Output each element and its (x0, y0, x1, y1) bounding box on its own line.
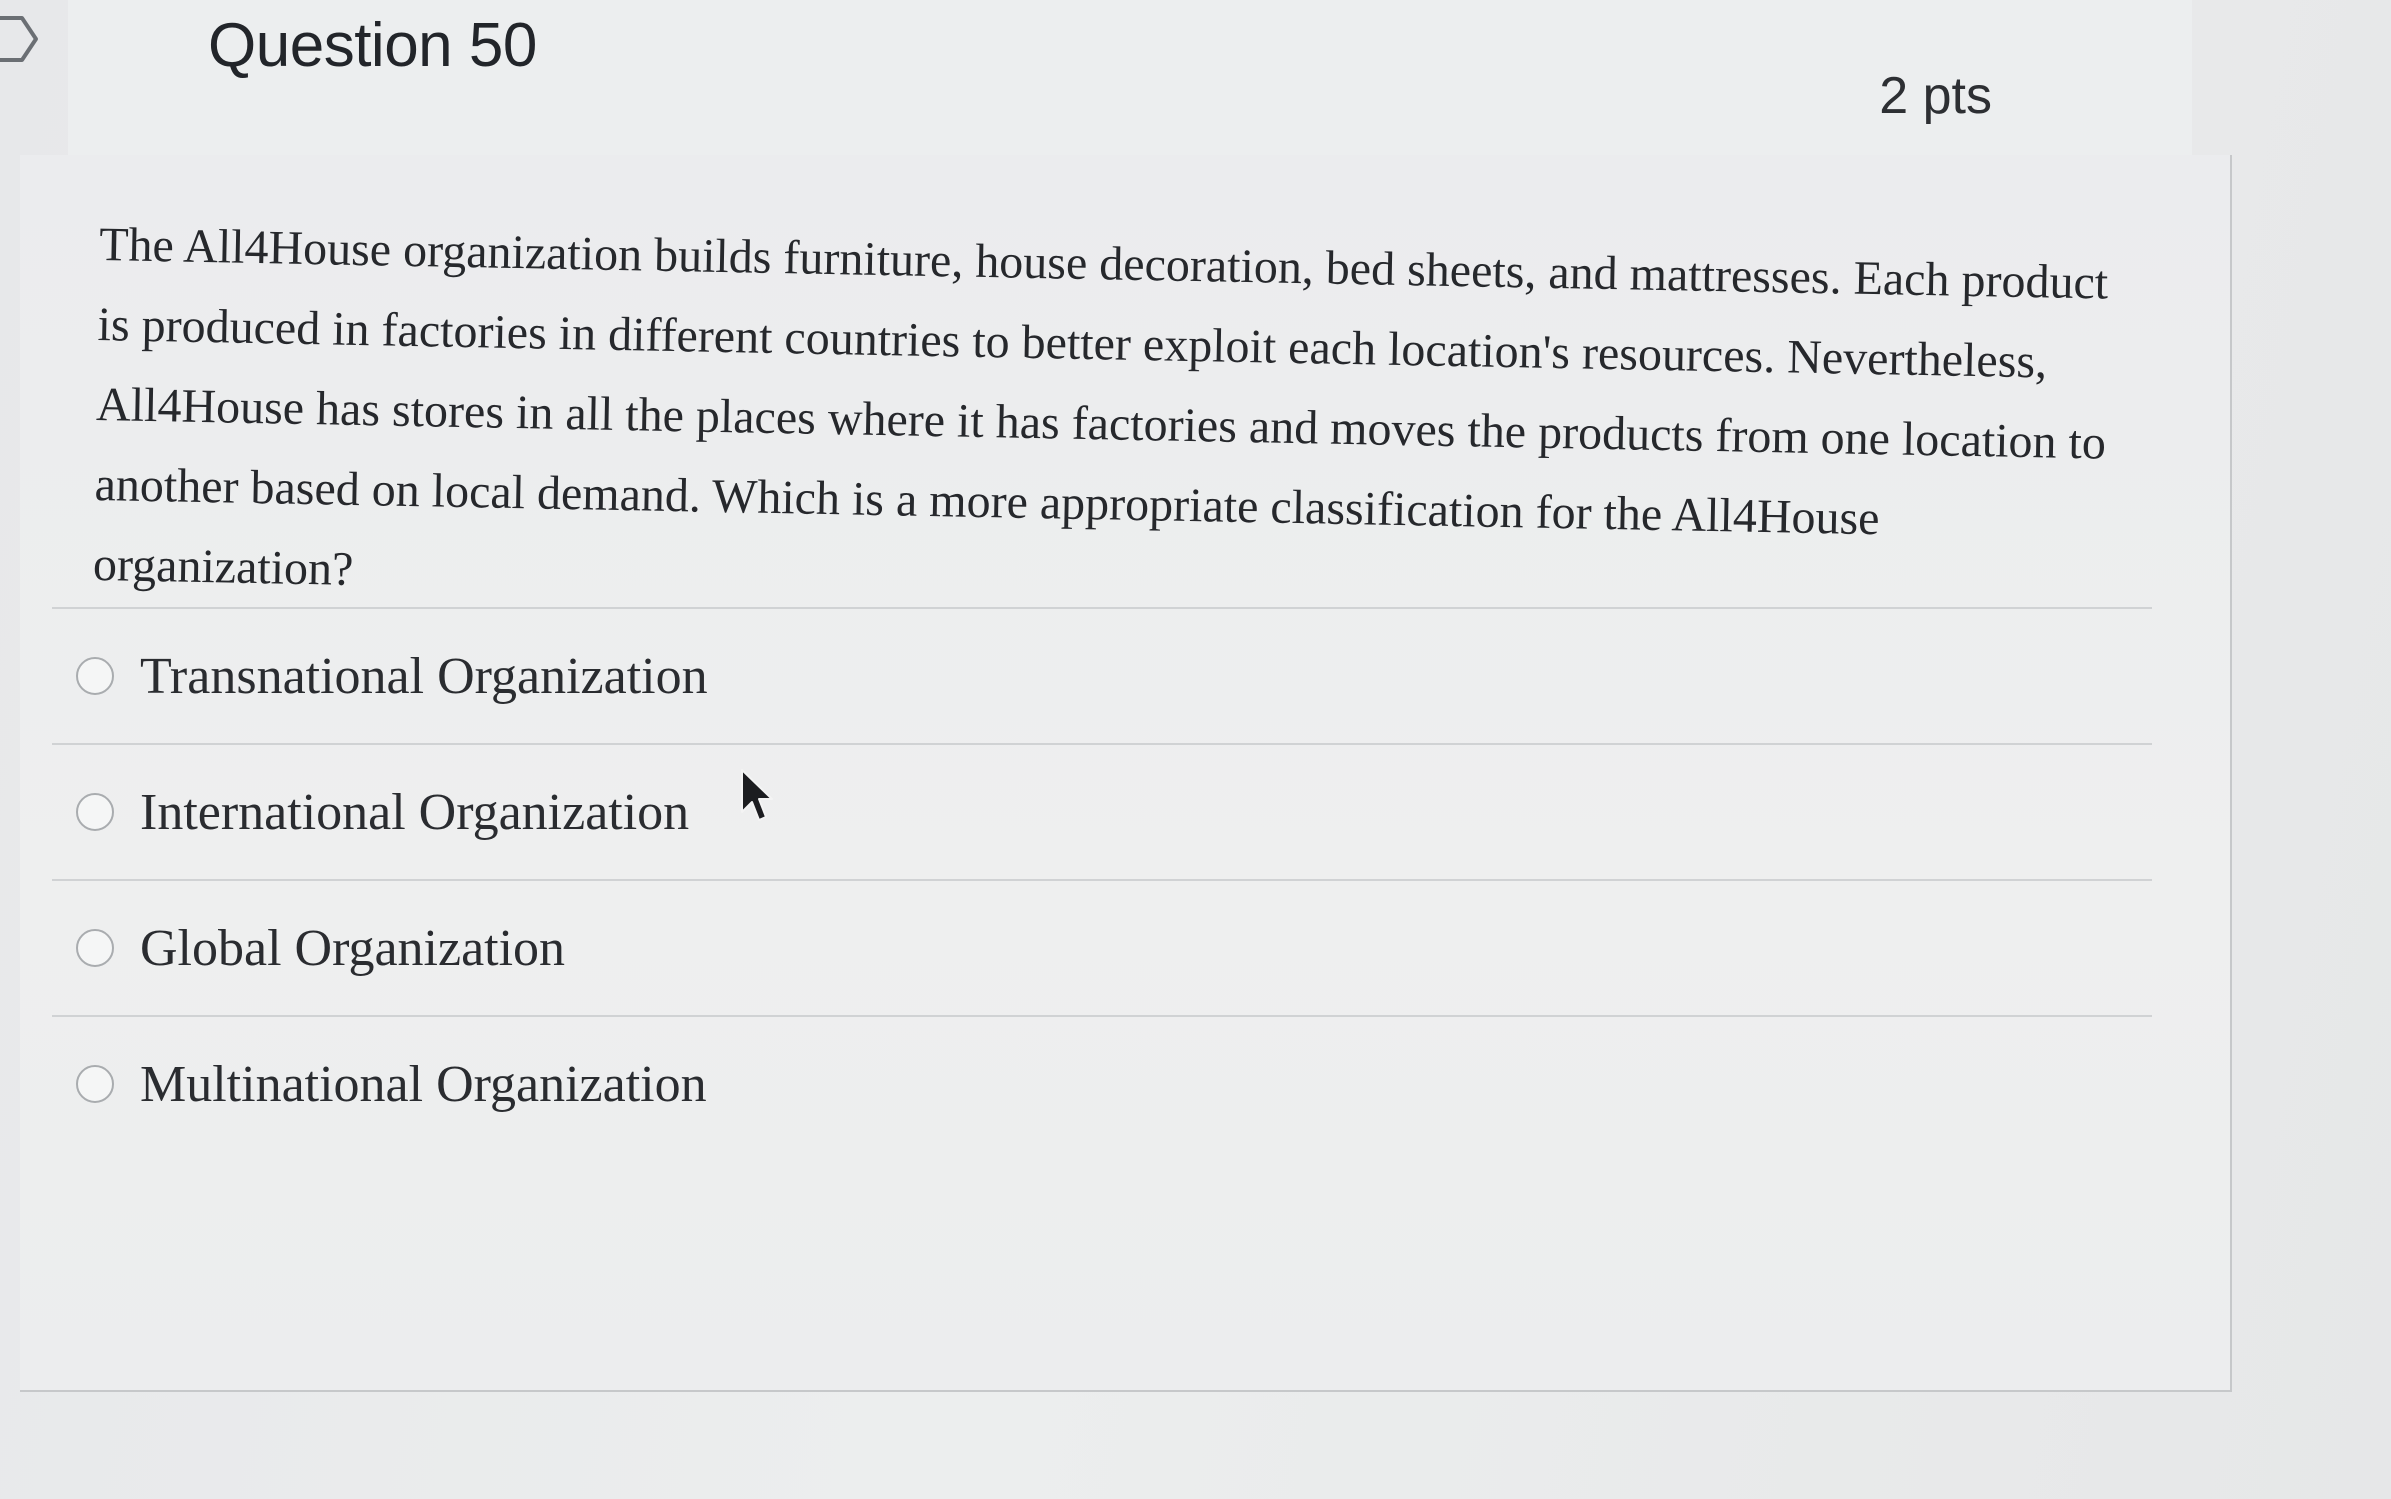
question-title: Question 50 (208, 11, 537, 80)
answer-label: Global Organization (140, 919, 566, 977)
radio-button-icon[interactable] (76, 793, 114, 831)
question-points: 2 pts (1879, 67, 1992, 125)
answer-option[interactable] (52, 745, 2152, 879)
answer-option[interactable] (52, 1017, 2152, 1151)
answer-list (52, 607, 2152, 1151)
bookmark-flag-icon[interactable] (0, 14, 40, 64)
answer-label: Transnational Organization (140, 647, 708, 705)
radio-button-icon[interactable] (76, 657, 114, 695)
answer-label: International Organization (140, 783, 690, 841)
answer-option[interactable] (52, 881, 2152, 1015)
question-text: The All4House organization builds furniture, house decoration, bed sheets, and mattresses. Each product is produced in factories in different countries to better exploit each location's resources. Nevertheless, All4House has stores in all the places where it has factories and moves the products from one location to another based on local demand. Which is a more appropriate classification for the All4House organization? (92, 217, 2109, 596)
radio-button-icon[interactable] (76, 929, 114, 967)
radio-button-icon[interactable] (76, 1065, 114, 1103)
answer-option[interactable] (52, 609, 2152, 743)
answer-label: Multinational Organization (140, 1055, 707, 1113)
mouse-pointer-icon (740, 768, 774, 824)
question-header (68, 0, 2192, 157)
